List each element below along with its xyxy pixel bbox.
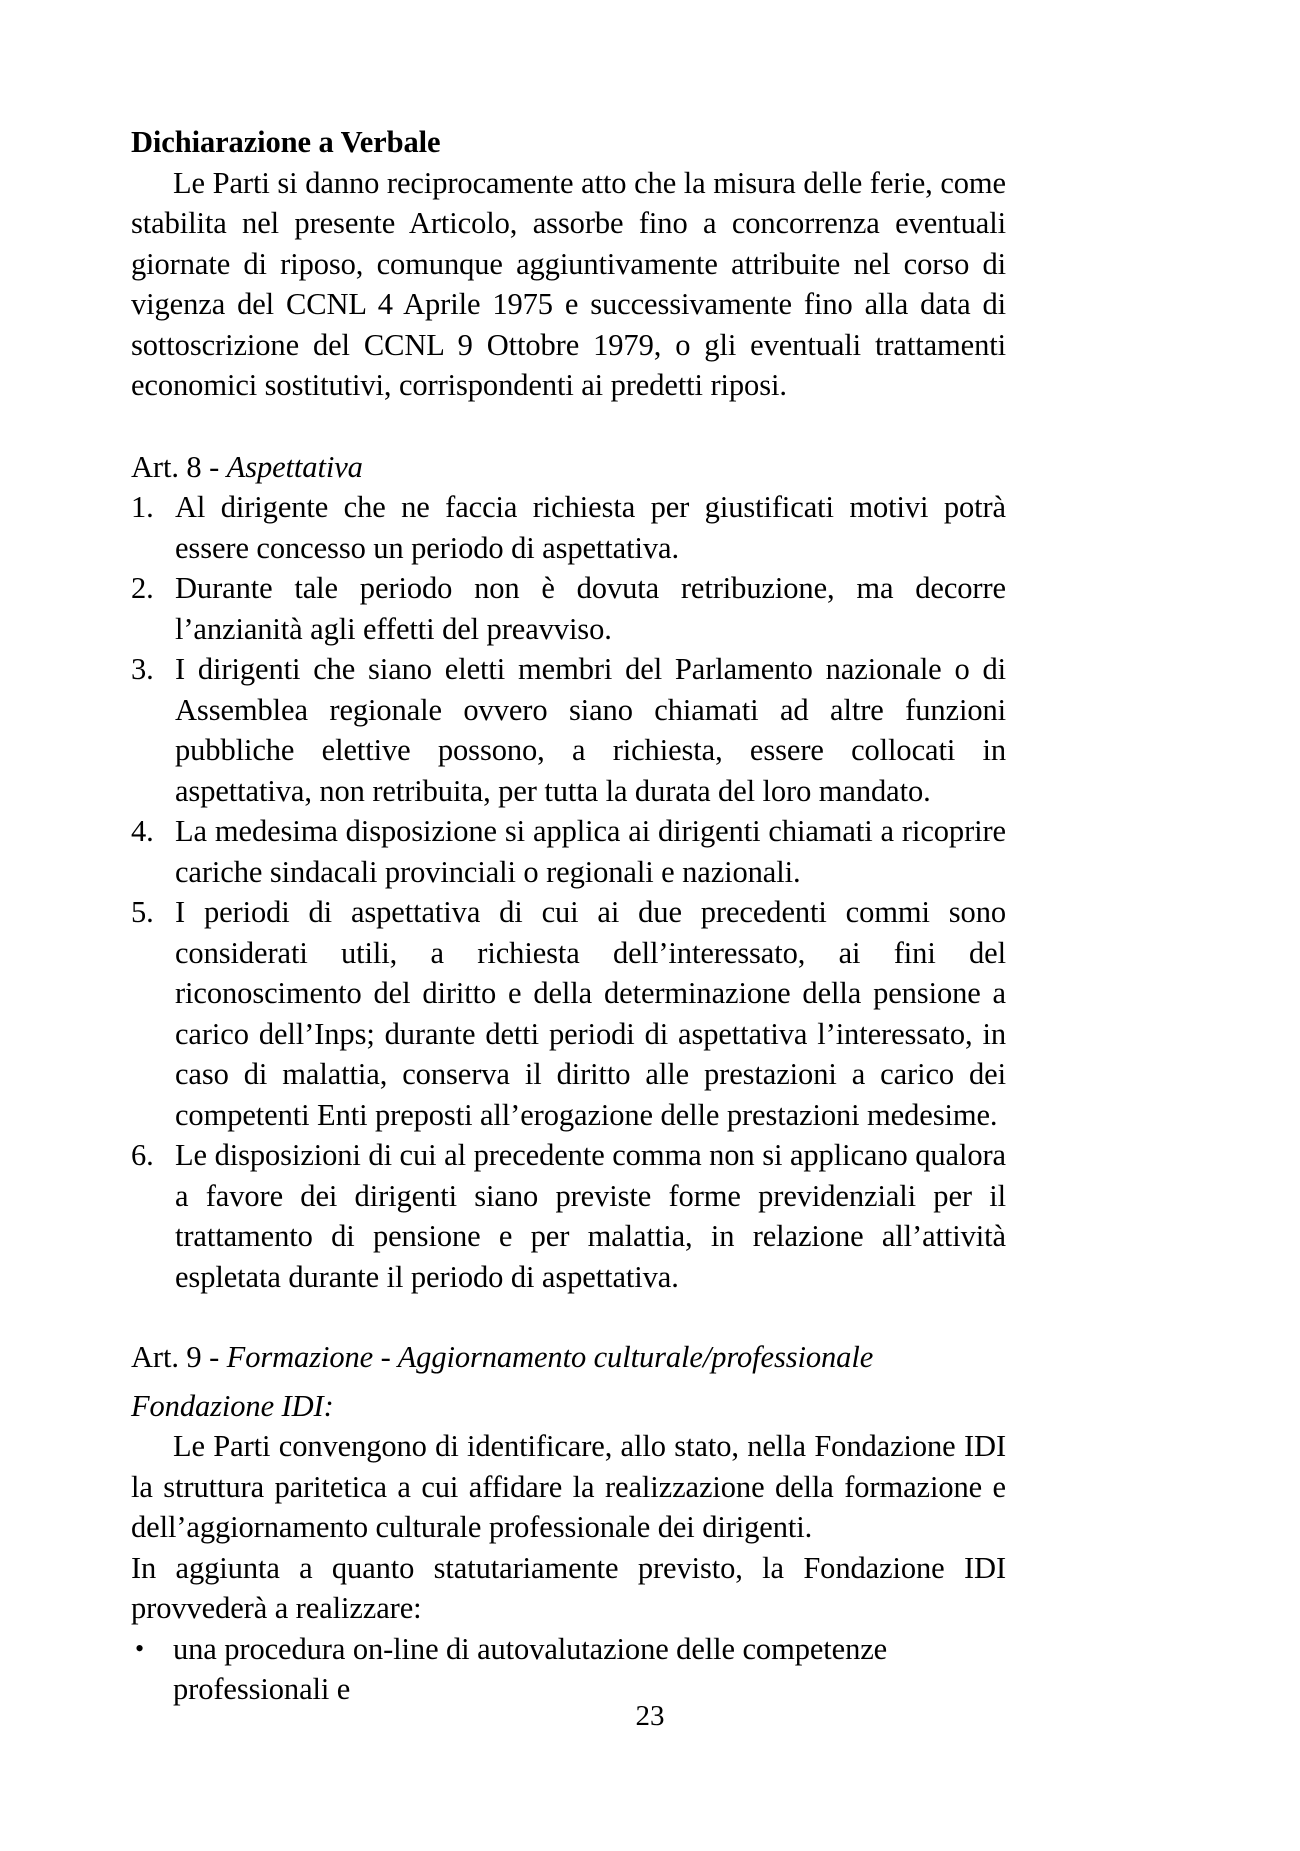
spacer <box>131 406 1006 447</box>
article-8-heading <box>131 447 1006 488</box>
article-9-label: Art. 9 - <box>131 1340 227 1374</box>
article-9-bullet-list <box>131 1629 1006 1710</box>
list-item <box>131 1135 1006 1297</box>
list-item-text: Le disposizioni di cui al precedente comma non si applicano qualora a favore dei dirigenti siano previste forme previdenziali per il trattamento di pensione e per malattia, in relazione all’attività espletata durante il periodo di aspettativa. <box>175 1138 1006 1294</box>
article-8-title: Aspettativa <box>226 449 363 484</box>
declaration-heading: Dichiarazione a Verbale <box>131 125 441 159</box>
list-item-number: 5. <box>131 895 154 929</box>
list-item-text: I periodi di aspettativa di cui ai due precedenti commi sono considerati utili, a richiesta dell’interessato, ai fini del riconoscimento del diritto e della determinazione della pensione a carico dell’Inps; durante detti periodi di aspettativa l’interessato, in caso di malattia, conserva il diritto alle prestazioni a carico dei competenti Enti preposti all’erogazione delle prestazioni medesime. <box>175 895 1006 1132</box>
article-8-list <box>131 487 1006 1297</box>
page-number: 23 <box>635 1700 665 1732</box>
list-item-number: 2. <box>131 571 154 605</box>
fondazione-idi-subheading: Fondazione IDI: <box>131 1388 334 1423</box>
list-item-text: Al dirigente che ne faccia richiesta per giustificati motivi potrà essere concesso un periodo di aspettativa. <box>175 490 1006 565</box>
bullet-icon: • <box>135 1633 145 1663</box>
list-item-number: 4. <box>131 814 154 848</box>
declaration-paragraph: Le Parti si danno reciprocamente atto che la misura delle ferie, come stabilita nel presente Articolo, assorbe fino a concorrenza eventuali giornate di riposo, comunque aggiuntivamente attribuite nel corso di vigenza del CCNL 4 Aprile 1975 e successivamente fino alla data di sottoscrizione del CCNL 9 Ottobre 1979, o gli eventuali trattamenti economici sostitutivi, corrispondenti ai predetti riposi. <box>131 165 1006 402</box>
list-item <box>131 811 1006 892</box>
spacer <box>131 1297 1006 1337</box>
list-item-number: 6. <box>131 1138 154 1172</box>
list-item-text: Durante tale periodo non è dovuta retribuzione, ma decorre l’anzianità agli effetti del preavviso. <box>175 571 1006 646</box>
list-item <box>131 1629 1006 1710</box>
list-item <box>131 487 1006 568</box>
list-item <box>131 892 1006 1135</box>
article-9-heading <box>131 1337 1006 1378</box>
list-item <box>131 568 1006 649</box>
spacer <box>131 1378 1006 1386</box>
article-9-title: Formazione - Aggiornamento culturale/professionale <box>226 1340 874 1374</box>
article-9-paragraph: Le Parti convengono di identificare, allo stato, nella Fondazione IDI la struttura paritetica a cui affidare la realizzazione della formazione e dell’aggiornamento culturale professionale dei dirigenti. <box>131 1429 1006 1544</box>
list-item-text: La medesima disposizione si applica ai dirigenti chiamati a ricoprire cariche sindacali provinciali o regionali e nazionali. <box>175 814 1006 889</box>
page-content <box>131 122 1006 1710</box>
article-9-intro-line: In aggiunta a quanto statutariamente previsto, la Fondazione IDI provvederà a realizzare: <box>131 1550 1006 1625</box>
list-item-text: I dirigenti che siano eletti membri del Parlamento nazionale o di Assemblea regionale ovvero siano chiamati ad altre funzioni pubbliche elettive possono, a richiesta, essere collocati in aspettativa, non retribuita, per tutta la durata del loro mandato. <box>175 652 1006 808</box>
list-item-number: 1. <box>131 490 154 524</box>
list-item-text: una procedura on-line di autovalutazione delle competenze professionali e <box>173 1631 888 1706</box>
list-item-number: 3. <box>131 652 154 686</box>
article-8-label: Art. 8 - <box>131 449 227 484</box>
list-item <box>131 649 1006 811</box>
